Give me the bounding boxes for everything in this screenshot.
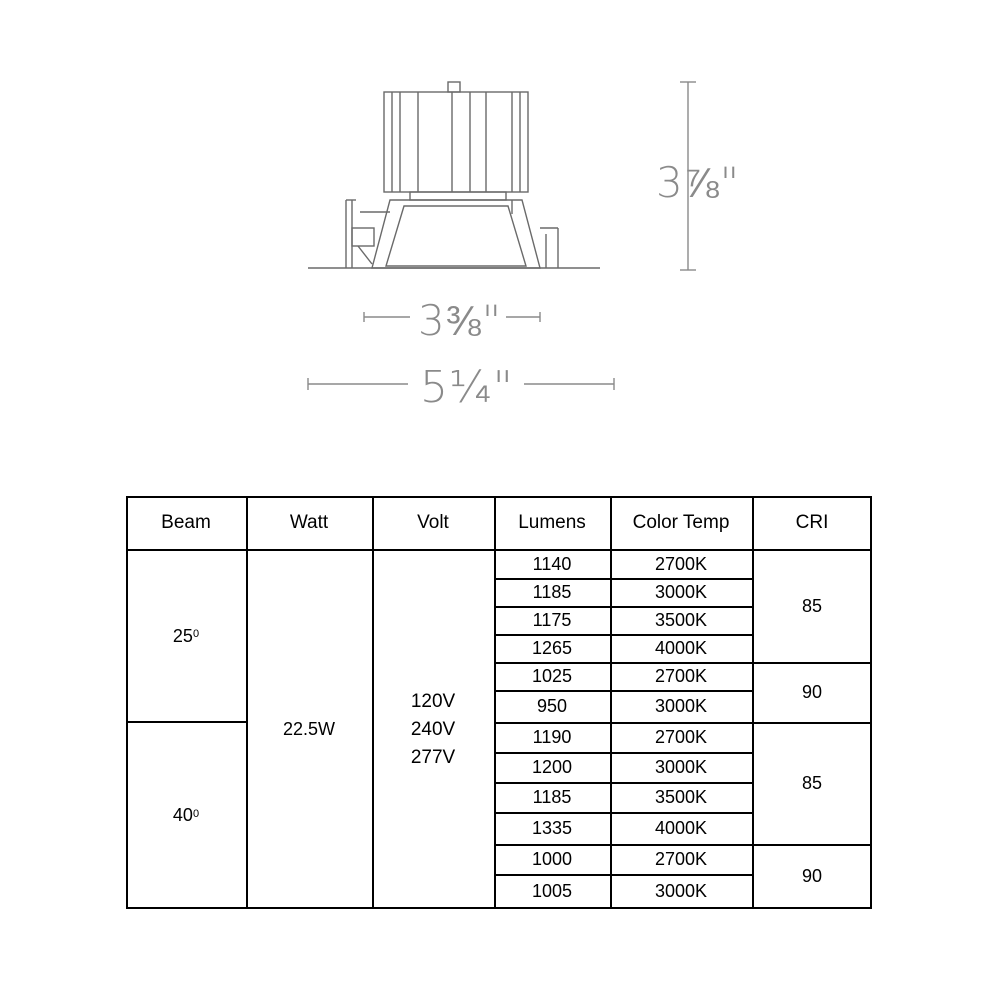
width-outer-dimension: 5¼" (420, 362, 514, 413)
cri-cell: 90 (801, 866, 823, 886)
lumens-cell: 1140 (532, 553, 572, 574)
color-temp-cell: 4000K (654, 817, 708, 838)
header-cri: CRI (795, 512, 829, 533)
color-temp-cell: 2700K (654, 665, 708, 686)
header-beam: Beam (161, 512, 211, 533)
vertical-rule (752, 496, 754, 909)
color-temp-cell: 3000K (654, 881, 708, 901)
lumens-cell: 1005 (531, 881, 573, 901)
horizontal-rule (494, 578, 752, 580)
horizontal-rule (494, 634, 752, 636)
horizontal-rule (494, 690, 752, 692)
header-color-temp: Color Temp (632, 512, 730, 533)
lumens-cell: 1025 (531, 665, 573, 686)
horizontal-rule (494, 662, 752, 664)
lumens-cell: 950 (536, 695, 568, 716)
vertical-rule (610, 496, 612, 909)
vertical-rule (246, 496, 248, 909)
volt-cell (372, 550, 494, 909)
lumens-cell: 1335 (531, 817, 573, 838)
trim-body (372, 200, 540, 268)
degree-superscript: 0 (192, 628, 200, 640)
horizontal-rule (126, 549, 872, 551)
horizontal-rule (494, 782, 752, 784)
vertical-rule (372, 496, 374, 909)
lumens-cell: 1190 (532, 726, 572, 747)
color-temp-cell: 3000K (654, 581, 708, 602)
color-temp-cell: 2700K (654, 848, 708, 869)
horizontal-rule (494, 722, 752, 724)
color-temp-cell: 2700K (654, 726, 708, 747)
beam-value: 40 (172, 805, 193, 825)
horizontal-rule (494, 874, 752, 876)
vertical-rule (494, 496, 496, 909)
horizontal-rule (752, 844, 872, 846)
horizontal-rule (126, 496, 872, 498)
lumens-cell: 1185 (532, 581, 572, 602)
color-temp-cell: 3000K (654, 695, 708, 716)
volt-value: 240V (410, 718, 456, 740)
height-dimension: 3⅞" (656, 158, 741, 207)
cri-cell: 90 (801, 681, 823, 702)
horizontal-rule (494, 606, 752, 608)
header-volt: Volt (417, 512, 449, 533)
watt-cell: 22.5W (282, 719, 336, 739)
horizontal-rule (494, 752, 752, 754)
cri-cell: 85 (801, 772, 823, 793)
fixture-drawing (0, 0, 1000, 470)
beam-value: 25 (172, 625, 193, 646)
color-temp-cell: 3500K (654, 786, 708, 807)
horizontal-rule (494, 812, 752, 814)
vertical-rule (870, 496, 872, 909)
degree-superscript: 0 (192, 807, 200, 820)
color-temp-cell: 3000K (654, 756, 708, 777)
color-temp-cell: 3500K (654, 609, 708, 630)
lumens-cell: 1265 (531, 637, 573, 658)
color-temp-cell: 2700K (654, 553, 708, 574)
header-lumens: Lumens (518, 512, 586, 533)
width-inner-dimension: 3⅜" (418, 296, 503, 345)
beam-cell-25 (126, 550, 246, 722)
spec-table (126, 496, 872, 909)
lumens-cell: 1200 (531, 756, 573, 777)
vertical-rule (126, 496, 128, 909)
horizontal-rule (752, 662, 872, 664)
top-tab (448, 82, 460, 92)
horizontal-rule (494, 844, 752, 846)
horizontal-rule (126, 721, 246, 723)
lumens-cell: 1185 (532, 786, 572, 807)
volt-value: 120V (410, 690, 456, 712)
lumens-cell: 1175 (532, 609, 572, 630)
lumens-cell: 1000 (531, 848, 573, 869)
volt-value: 277V (410, 746, 456, 768)
horizontal-rule (126, 907, 872, 909)
driver-housing (384, 92, 528, 192)
horizontal-rule (752, 722, 872, 724)
header-watt: Watt (289, 512, 329, 533)
color-temp-cell: 4000K (654, 637, 708, 658)
cri-cell: 85 (801, 595, 823, 616)
beam-cell-40 (126, 722, 246, 909)
